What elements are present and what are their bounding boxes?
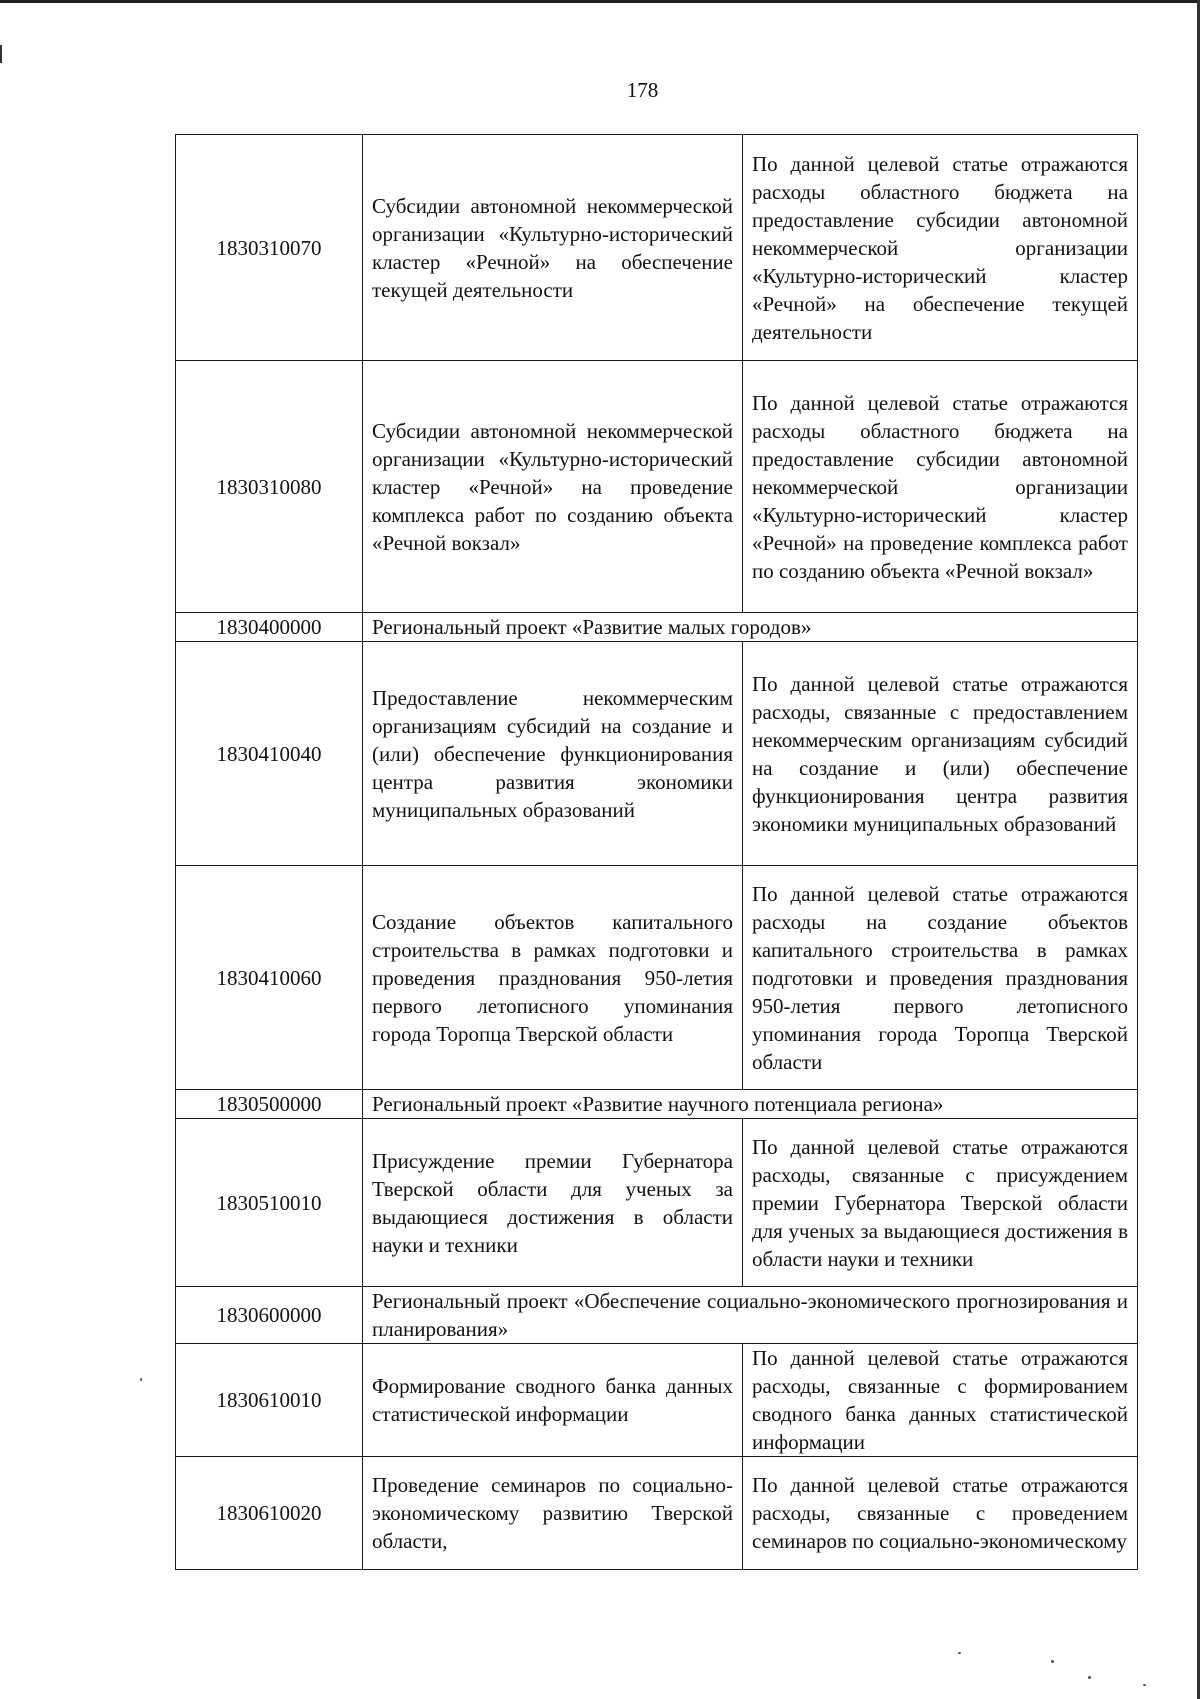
page-number: 178 <box>626 78 659 102</box>
scan-edge-mark <box>0 45 2 63</box>
table-row <box>176 135 1138 361</box>
table-row <box>176 642 1138 866</box>
code-cell: 1830500000 <box>176 1090 363 1119</box>
name-cell: Проведение семинаров по социально-экономическому развитию Тверской области, <box>363 1457 743 1570</box>
scan-edge-top <box>0 0 1200 3</box>
code-cell: 1830610020 <box>176 1457 363 1570</box>
scan-speck <box>1088 1676 1091 1679</box>
scan-speck <box>140 1378 142 1381</box>
name-cell: Присуждение премии Губернатора Тверской области для ученых за выдающиеся достижения в области науки и техники <box>363 1119 743 1287</box>
scan-speck <box>1051 1660 1054 1663</box>
name-cell: Предоставление некоммерческим организациям субсидий на создание и (или) обеспечение функционирования центра развития экономики муниципальных образований <box>363 642 743 866</box>
description-cell: По данной целевой статье отражаются расходы, связанные с проведением семинаров по социально-экономическому <box>743 1457 1138 1570</box>
table-row <box>176 1119 1138 1287</box>
code-cell: 1830310080 <box>176 361 363 613</box>
description-cell: По данной целевой статье отражаются расходы, связанные с предоставлением некоммерческим организациям субсидий на создание и (или) обеспечение функционирования центра развития экономики муниципальных образований <box>743 642 1138 866</box>
description-cell: По данной целевой статье отражаются расходы на создание объектов капитального строительства в рамках подготовки и проведения празднования 950-летия первого летописного упоминания города Торопца Тверской области <box>743 866 1138 1090</box>
scan-speck <box>1143 1684 1146 1686</box>
description-cell: По данной целевой статье отражаются расходы, связанные с формированием сводного банка данных статистической информации <box>743 1344 1138 1457</box>
table-row <box>176 866 1138 1090</box>
code-cell: 1830410040 <box>176 642 363 866</box>
target-articles-table <box>175 134 1138 1570</box>
code-cell: 1830410060 <box>176 866 363 1090</box>
description-cell: По данной целевой статье отражаются расходы областного бюджета на предоставление субсидии автономной некоммерческой организации «Культурно-исторический кластер «Речной» на обеспечение текущей деятельности <box>743 135 1138 361</box>
code-cell: 1830400000 <box>176 613 363 642</box>
name-cell: Создание объектов капитального строительства в рамках подготовки и проведения празднования 950-летия первого летописного упоминания города Торопца Тверской области <box>363 866 743 1090</box>
description-cell: По данной целевой статье отражаются расходы, связанные с присуждением премии Губернатора Тверской области для ученых за выдающиеся достижения в области науки и техники <box>743 1119 1138 1287</box>
section-name-cell: Региональный проект «Обеспечение социально-экономического прогнозирования и планирования» <box>363 1287 1138 1344</box>
table-row <box>176 1287 1138 1344</box>
name-cell: Формирование сводного банка данных статистической информации <box>363 1344 743 1457</box>
name-cell: Субсидии автономной некоммерческой организации «Культурно-исторический кластер «Речной» на проведение комплекса работ по созданию объекта «Речной вокзал» <box>363 361 743 613</box>
scan-speck <box>958 1652 961 1654</box>
description-cell: По данной целевой статье отражаются расходы областного бюджета на предоставление субсидии автономной некоммерческой организации «Культурно-исторический кластер «Речной» на проведение комплекса работ по созданию объекта «Речной вокзал» <box>743 361 1138 613</box>
table-row <box>176 613 1138 642</box>
table-row <box>176 361 1138 613</box>
table-row <box>176 1457 1138 1570</box>
section-name-cell: Региональный проект «Развитие научного потенциала региона» <box>363 1090 1138 1119</box>
table-row <box>176 1344 1138 1457</box>
section-name-cell: Региональный проект «Развитие малых городов» <box>363 613 1138 642</box>
code-cell: 1830600000 <box>176 1287 363 1344</box>
name-cell: Субсидии автономной некоммерческой организации «Культурно-исторический кластер «Речной» на обеспечение текущей деятельности <box>363 135 743 361</box>
code-cell: 1830510010 <box>176 1119 363 1287</box>
code-cell: 1830610010 <box>176 1344 363 1457</box>
table-row <box>176 1090 1138 1119</box>
code-cell: 1830310070 <box>176 135 363 361</box>
